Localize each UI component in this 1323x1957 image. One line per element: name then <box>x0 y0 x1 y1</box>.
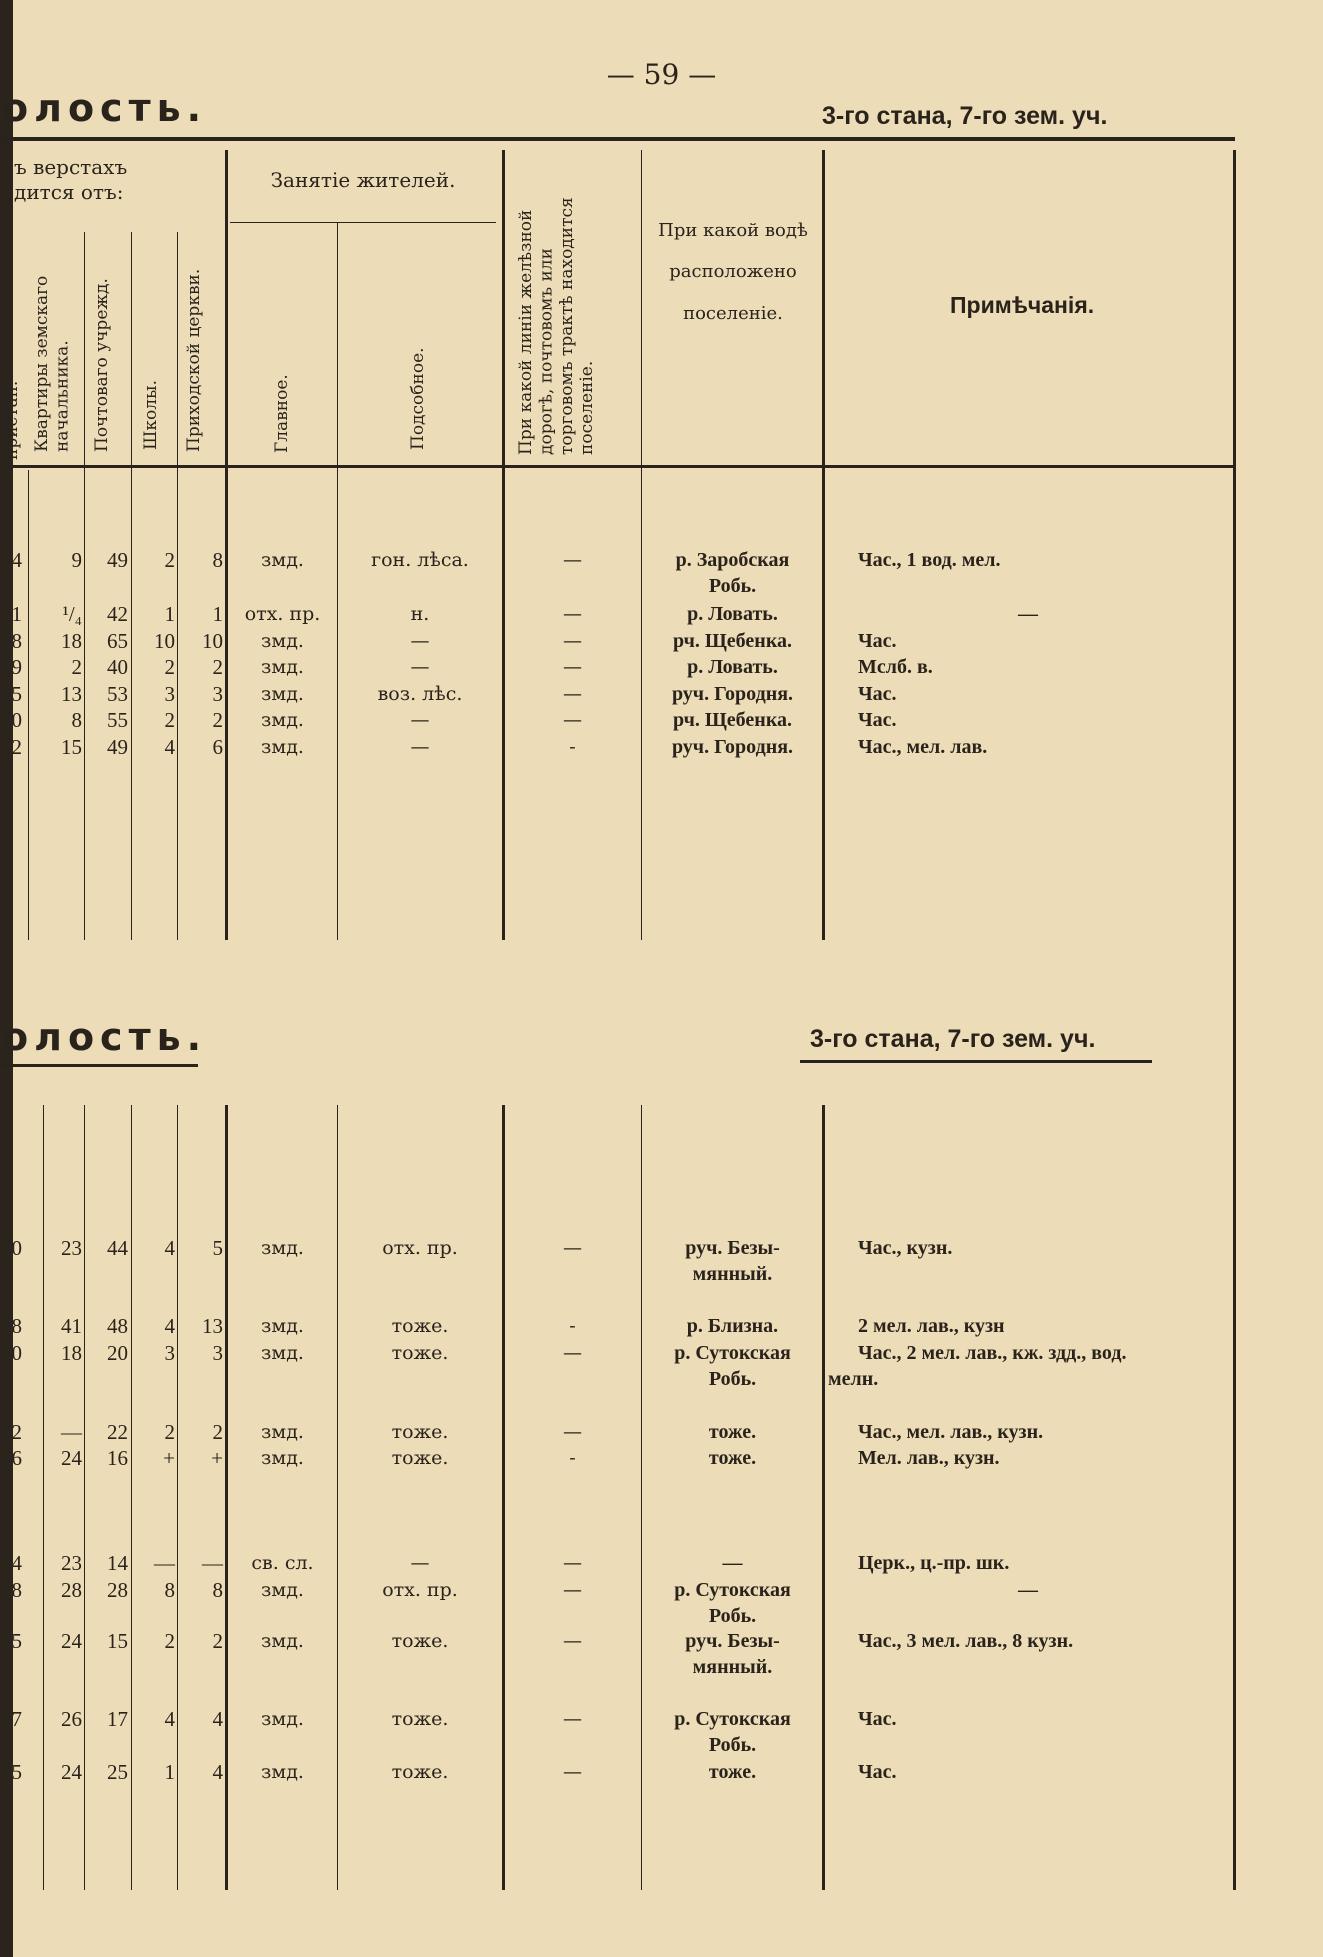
cell-p: 5 <box>11 1760 22 1784</box>
cell-water-line: рч. Щебенка. <box>672 630 793 652</box>
cell-k: 8 <box>71 708 82 732</box>
cell-k: 41 <box>61 1314 82 1338</box>
cell-water <box>645 1759 820 1785</box>
volost-title-2: олость. <box>2 1015 208 1059</box>
cell-k: 18 <box>61 1341 82 1365</box>
cell-k: — <box>61 1420 82 1444</box>
cell-water-line: тоже. <box>708 1421 757 1443</box>
cell-ts: 3 <box>212 682 223 706</box>
cell-water <box>645 601 820 627</box>
cell-sh: 4 <box>164 1314 175 1338</box>
table-row <box>0 547 1323 601</box>
cell-p: 0 <box>11 1341 22 1365</box>
cell-notes-line: — <box>1018 603 1038 625</box>
cell-po: 20 <box>107 1341 128 1365</box>
cell-notes <box>858 1235 1228 1261</box>
cell-ps: — <box>410 736 430 758</box>
cell-gl: змд. <box>261 1761 304 1783</box>
cell-gl: змд. <box>261 656 304 678</box>
table-row <box>0 1759 1323 1813</box>
cell-ts: 10 <box>202 629 223 653</box>
cell-notes-line: Час., 2 мел. лав., кж. здд., вод. <box>858 1342 1127 1364</box>
cell-water <box>645 628 820 654</box>
cell-notes-line: Мслб. в. <box>858 656 933 678</box>
cell-ps: гон. лѣса. <box>371 549 469 571</box>
cell-water-line: тоже. <box>708 1447 757 1469</box>
cell-road: - <box>569 1447 576 1469</box>
cell-k: 24 <box>61 1760 82 1784</box>
cell-p: 5 <box>11 1629 22 1653</box>
table-row <box>0 734 1323 788</box>
cell-p: 8 <box>11 1314 22 1338</box>
cell-po: 48 <box>107 1314 128 1338</box>
cell-road: — <box>563 656 582 678</box>
cell-gl: змд. <box>261 1315 304 1337</box>
cell-po: 40 <box>107 655 128 679</box>
cell-p: 7 <box>11 1707 22 1731</box>
cell-sh: 10 <box>154 629 175 653</box>
cell-k: 23 <box>61 1551 82 1575</box>
cell-water <box>645 1235 820 1287</box>
cell-k: ¹/₄ <box>62 602 82 626</box>
volost-title-2-underline <box>0 1064 198 1067</box>
cell-notes <box>858 1313 1228 1339</box>
table-row <box>0 1706 1323 1760</box>
cell-notes <box>858 1550 1228 1576</box>
cell-notes-line: Час., мел. лав. <box>858 736 988 758</box>
page-number: — 59 — <box>606 58 717 91</box>
cell-road: — <box>563 1708 582 1730</box>
cell-po: 14 <box>107 1551 128 1575</box>
cell-ts: 5 <box>212 1236 223 1260</box>
cell-notes-line: Час. <box>858 1761 897 1783</box>
cell-po: 44 <box>107 1236 128 1260</box>
cell-sh: 4 <box>164 735 175 759</box>
cell-notes <box>858 1445 1228 1471</box>
cell-water <box>645 734 820 760</box>
cell-water-line: руч. Городня. <box>671 683 794 705</box>
cell-ts: 1 <box>212 602 223 626</box>
cell-water-line: — <box>722 1552 743 1574</box>
cell-water-line: Робь. <box>708 575 757 597</box>
cell-water <box>645 1419 820 1445</box>
cell-notes-line: 2 мел. лав., кузн <box>858 1315 1005 1337</box>
cell-road: — <box>563 1579 582 1601</box>
cell-ts: 3 <box>212 1341 223 1365</box>
cell-ts: 4 <box>212 1707 223 1731</box>
cell-gl: змд. <box>261 683 304 705</box>
cell-po: 42 <box>107 602 128 626</box>
cell-ps: н. <box>410 603 430 625</box>
cell-po: 49 <box>107 548 128 572</box>
cell-ts: 8 <box>212 1578 223 1602</box>
cell-p: 5 <box>11 682 22 706</box>
cell-k: 18 <box>61 629 82 653</box>
cell-ps: — <box>410 1552 430 1574</box>
cell-water-line: мянный. <box>692 1656 773 1678</box>
cell-water <box>645 1445 820 1471</box>
cell-ps: тоже. <box>391 1630 449 1652</box>
cell-ps: отх. пр. <box>382 1579 458 1601</box>
volost-title-1: олость. <box>2 86 208 130</box>
cell-p: 2 <box>11 1420 22 1444</box>
cell-water <box>645 1706 820 1758</box>
table-row <box>0 1577 1323 1631</box>
cell-sh: + <box>163 1446 175 1470</box>
cell-ts: 13 <box>202 1314 223 1338</box>
cell-notes <box>858 681 1228 707</box>
cell-notes-line: Час. <box>858 683 897 705</box>
cell-notes <box>858 734 1228 760</box>
col-header-tserkov: Приходской церкви. <box>184 268 204 452</box>
cell-notes-line: Церк., ц.-пр. шк. <box>858 1552 1010 1574</box>
rule-v8 <box>641 150 642 940</box>
cell-p: 8 <box>11 629 22 653</box>
col-header-kvartira: Квартиры земскаго начальника. <box>32 275 73 452</box>
cell-sh: 4 <box>164 1707 175 1731</box>
cell-notes <box>858 707 1228 733</box>
cell-p: 1 <box>11 602 22 626</box>
col-header-glavnoe: Главное. <box>272 374 292 453</box>
cell-road: — <box>563 709 582 731</box>
cell-water <box>645 1313 820 1339</box>
cell-road: — <box>563 683 582 705</box>
cell-water <box>645 1628 820 1680</box>
cell-notes <box>858 1759 1228 1785</box>
stan-label-2: 3-го стана, 7-го зем. уч. <box>810 1025 1096 1053</box>
cell-road: - <box>569 736 576 758</box>
cell-ts: + <box>211 1446 223 1470</box>
cell-gl: змд. <box>261 1708 304 1730</box>
cell-notes-line: Час., 3 мел. лав., 8 кузн. <box>858 1630 1074 1652</box>
cell-k: 26 <box>61 1707 82 1731</box>
cell-gl: змд. <box>261 1579 304 1601</box>
cell-sh: — <box>154 1551 175 1575</box>
table-row <box>0 1628 1323 1682</box>
cell-ps: тоже. <box>391 1315 449 1337</box>
cell-gl: змд. <box>261 736 304 758</box>
cell-ts: 6 <box>212 735 223 759</box>
cell-road: — <box>563 1421 582 1443</box>
cell-water-line: р. Ловать. <box>687 656 778 678</box>
cell-sh: 3 <box>164 682 175 706</box>
col-header-podsobnoe: Подсобное. <box>408 347 428 450</box>
cell-notes-line: мелн. <box>828 1368 879 1390</box>
cell-notes <box>828 1340 1228 1392</box>
cell-notes-line: Час., мел. лав., кузн. <box>858 1421 1044 1443</box>
cell-notes <box>858 654 1228 680</box>
cell-gl: змд. <box>261 549 304 571</box>
cell-k: 24 <box>61 1629 82 1653</box>
cell-notes <box>858 547 1228 573</box>
cell-water <box>645 707 820 733</box>
table-row <box>0 1340 1323 1394</box>
cell-gl: змд. <box>261 1237 304 1259</box>
cell-gl: змд. <box>261 1447 304 1469</box>
cell-gl: отх. пр. <box>244 603 321 625</box>
cell-notes <box>858 1577 1228 1603</box>
cell-po: 55 <box>107 708 128 732</box>
cell-road: — <box>563 1342 582 1364</box>
cell-ts: 2 <box>212 708 223 732</box>
cell-notes <box>858 1706 1228 1732</box>
cell-notes-line: Час., 1 вод. мел. <box>858 549 1001 571</box>
cell-water <box>645 547 820 599</box>
cell-sh: 2 <box>164 1629 175 1653</box>
rule-v7 <box>502 150 505 940</box>
cell-water-line: р. Ловать. <box>687 603 778 625</box>
cell-notes <box>858 1419 1228 1445</box>
cell-sh: 2 <box>164 655 175 679</box>
cell-ts: 2 <box>212 655 223 679</box>
cell-po: 25 <box>107 1760 128 1784</box>
cell-p: 0 <box>11 1236 22 1260</box>
cell-sh: 4 <box>164 1236 175 1260</box>
cell-water-line: руч. Безы- <box>685 1630 780 1652</box>
cell-road: — <box>563 1237 582 1259</box>
table-row <box>0 1445 1323 1499</box>
cell-notes-line: Час. <box>858 630 897 652</box>
table-row <box>0 1235 1323 1289</box>
cell-water <box>645 654 820 680</box>
cell-water-line: р. Близна. <box>686 1315 779 1337</box>
cell-p: 4 <box>11 548 22 572</box>
cell-water-line: мянный. <box>692 1263 773 1285</box>
cell-gl: змд. <box>261 709 304 731</box>
cell-po: 15 <box>107 1629 128 1653</box>
cell-sh: 1 <box>164 1760 175 1784</box>
stan-label-1: 3-го стана, 7-го зем. уч. <box>822 102 1108 130</box>
cell-notes-line: Час., кузн. <box>858 1237 953 1259</box>
col-header-road: При какой линіи желѣзной дорогѣ, почтовомъ или торговомъ трактѣ находится поселеніе. <box>516 197 598 455</box>
col-header-pristan: пристан. <box>2 380 22 460</box>
cell-water-line: р. Сутокская <box>674 1708 791 1730</box>
cell-ts: 2 <box>212 1420 223 1444</box>
cell-notes-line: — <box>1018 1579 1038 1601</box>
cell-gl: змд. <box>261 630 304 652</box>
cell-water-line: Робь. <box>708 1368 757 1390</box>
col-header-notes: Примѣчанія. <box>950 292 1095 318</box>
col-header-water: При какой водѣ расположено поселеніе. <box>658 220 808 324</box>
cell-water <box>645 1550 820 1576</box>
cell-sh: 2 <box>164 1420 175 1444</box>
cell-k: 9 <box>71 548 82 572</box>
cell-ps: отх. пр. <box>382 1237 458 1259</box>
cell-road: — <box>563 1552 582 1574</box>
cell-water-line: руч. Городня. <box>671 736 794 758</box>
cell-ps: тоже. <box>391 1342 449 1364</box>
cell-gl: змд. <box>261 1342 304 1364</box>
col-header-pochta: Почтоваго учрежд. <box>92 278 112 452</box>
cell-notes-line: Час. <box>858 1708 897 1730</box>
cell-po: 53 <box>107 682 128 706</box>
cell-p: 8 <box>11 1578 22 1602</box>
cell-sh: 2 <box>164 548 175 572</box>
cell-k: 15 <box>61 735 82 759</box>
table-top-rule <box>0 137 1235 141</box>
cell-sh: 2 <box>164 708 175 732</box>
cell-water-line: р. Сутокская <box>674 1342 791 1364</box>
cell-p: 9 <box>11 655 22 679</box>
cell-p: 6 <box>11 1446 22 1470</box>
cell-gl: змд. <box>261 1421 304 1443</box>
stan-label-2-underline <box>800 1060 1152 1063</box>
cell-sh: 3 <box>164 1341 175 1365</box>
cell-po: 22 <box>107 1420 128 1444</box>
cell-ps: тоже. <box>391 1421 449 1443</box>
cell-sh: 1 <box>164 602 175 626</box>
cell-k: 13 <box>61 682 82 706</box>
cell-ps: тоже. <box>391 1761 449 1783</box>
cell-ps: — <box>410 630 430 652</box>
col-header-shkola: Школы. <box>141 380 161 450</box>
cell-ps: — <box>410 656 430 678</box>
occupation-subrule <box>230 222 496 223</box>
cell-ps: тоже. <box>391 1447 449 1469</box>
cell-notes-line: Час. <box>858 709 897 731</box>
cell-po: 17 <box>107 1707 128 1731</box>
cell-p: 4 <box>11 1551 22 1575</box>
cell-sh: 8 <box>164 1578 175 1602</box>
cell-water-line: руч. Безы- <box>685 1237 780 1259</box>
cell-water-line: р. Сутокская <box>674 1579 791 1601</box>
cell-po: 49 <box>107 735 128 759</box>
cell-p: 2 <box>11 735 22 759</box>
cell-notes <box>858 628 1228 654</box>
cell-water-line: р. Заробская <box>675 549 790 571</box>
cell-p: 0 <box>11 708 22 732</box>
cell-gl: св. сл. <box>251 1552 314 1574</box>
cell-water-line: тоже. <box>708 1761 757 1783</box>
cell-water-line: Робь. <box>708 1605 757 1627</box>
cell-k: 24 <box>61 1446 82 1470</box>
cell-ts: 2 <box>212 1629 223 1653</box>
cell-road: — <box>563 630 582 652</box>
cell-notes-line: Мел. лав., кузн. <box>858 1447 1000 1469</box>
rule-v9 <box>822 150 825 940</box>
cell-road: — <box>563 1761 582 1783</box>
cell-k: 2 <box>71 655 82 679</box>
cell-po: 65 <box>107 629 128 653</box>
cell-road: — <box>563 1630 582 1652</box>
cell-ts: 4 <box>212 1760 223 1784</box>
cell-water <box>645 1577 820 1629</box>
cell-ts: 8 <box>212 548 223 572</box>
cell-notes <box>858 1628 1228 1654</box>
cell-ps: тоже. <box>391 1708 449 1730</box>
cell-road: - <box>569 1315 576 1337</box>
cell-road: — <box>563 549 582 571</box>
cell-ts: — <box>202 1551 223 1575</box>
cell-water <box>645 681 820 707</box>
occupation-group-header: Занятіе жителей. <box>270 168 456 192</box>
cell-k: 28 <box>61 1578 82 1602</box>
cell-notes <box>858 601 1228 627</box>
cell-water <box>645 1340 820 1392</box>
cell-ps: — <box>410 709 430 731</box>
cell-gl: змд. <box>261 1630 304 1652</box>
cell-k: 23 <box>61 1236 82 1260</box>
cell-water-line: Робь. <box>708 1734 757 1756</box>
rule-v5 <box>225 150 228 940</box>
header-bottom-rule <box>0 465 1235 468</box>
cell-road: — <box>563 603 582 625</box>
cell-ps: воз. лѣс. <box>377 683 463 705</box>
distance-group-header: ъ верстахъ дится отъ: <box>14 155 128 204</box>
cell-water-line: рч. Щебенка. <box>672 709 793 731</box>
cell-po: 16 <box>107 1446 128 1470</box>
cell-po: 28 <box>107 1578 128 1602</box>
